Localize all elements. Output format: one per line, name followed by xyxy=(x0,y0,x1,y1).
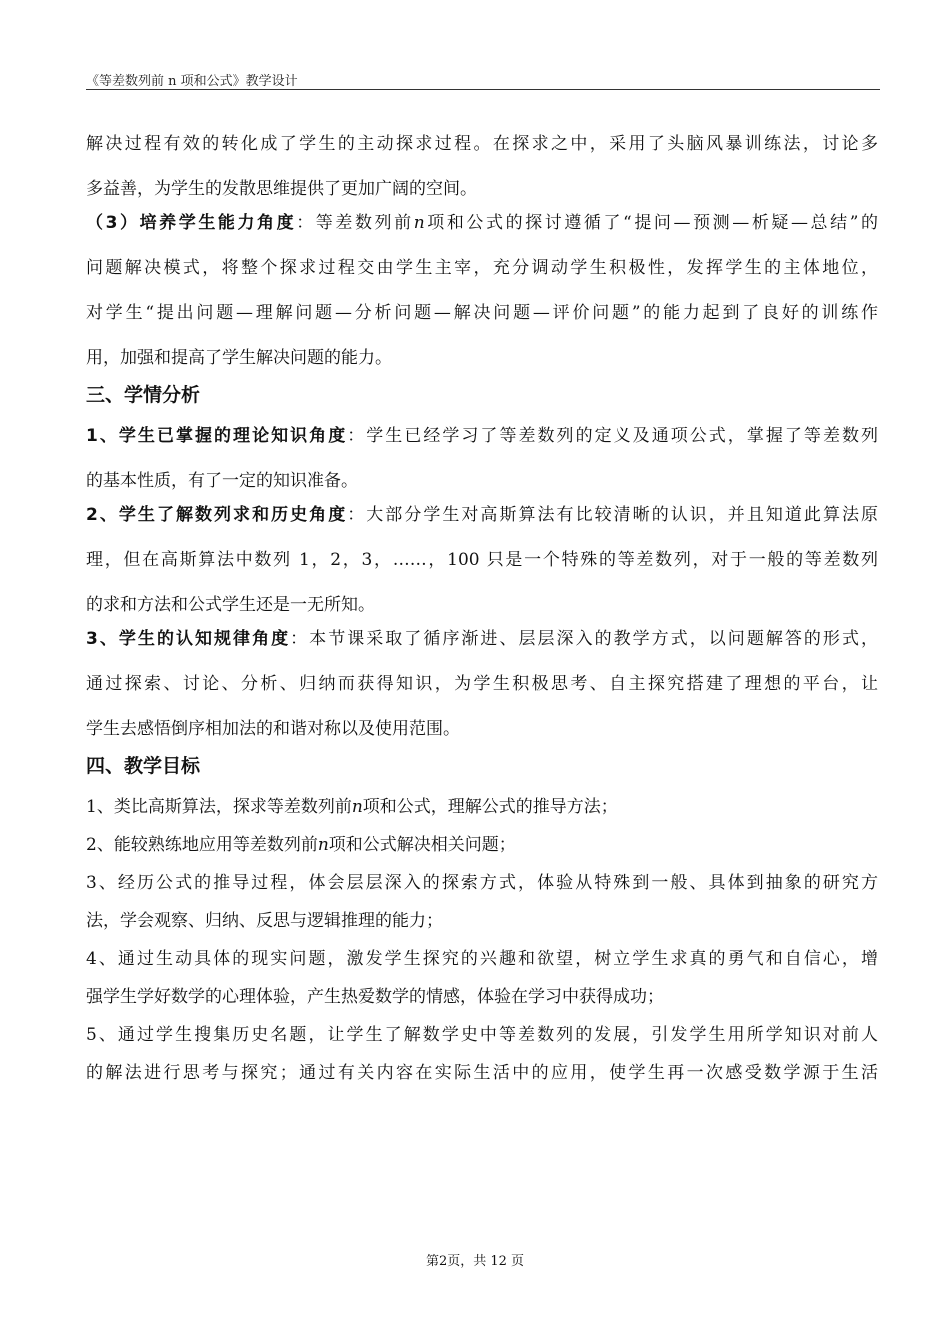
document-header: 《等差数列前 n 项和公式》教学设计 xyxy=(86,74,298,89)
list-item: 4、通过生动具体的现实问题，激发学生探究的兴趣和欲望，树立学生求真的勇气和自信心，增 xyxy=(86,949,878,969)
section-heading: 四、教学目标 xyxy=(86,755,201,777)
paragraph-line: 问题解决模式，将整个探求过程交由学生主宰，充分调动学生积极性，发挥学生的主体地位， xyxy=(86,258,878,278)
list-item: 1、类比高斯算法，探求等差数列前n项和公式，理解公式的推导方法； xyxy=(86,797,618,817)
page-number: 第2页，共 12 页 xyxy=(425,1254,525,1269)
list-item: 2、能较熟练地应用等差数列前n项和公式解决相关问题； xyxy=(86,835,516,855)
list-item: 3、经历公式的推导过程，体会层层深入的探索方式，体验从特殊到一般、具体到抽象的研究方 xyxy=(86,873,878,893)
bold-lead: 1、学生已掌握的理论知识角度 xyxy=(86,426,348,446)
paragraph-line: （3）培养学生能力角度：等差数列前n项和公式的探讨遵循了“提问—预测—析疑—总结”的 xyxy=(86,213,878,233)
bold-lead: 3、学生的认知规律角度 xyxy=(86,629,291,649)
paragraph-line: 的基本性质，有了一定的知识准备。 xyxy=(86,471,358,491)
header-divider xyxy=(86,89,880,90)
bold-lead: 2、学生了解数列求和历史角度 xyxy=(86,505,348,525)
paragraph-line: 用，加强和提高了学生解决问题的能力。 xyxy=(86,348,392,368)
paragraph-line: 2、学生了解数列求和历史角度：大部分学生对高斯算法有比较清晰的认识，并且知道此算法原 xyxy=(86,505,879,525)
list-item: 5、通过学生搜集历史名题，让学生了解数学史中等差数列的发展，引发学生用所学知识对前人 xyxy=(86,1025,878,1045)
paragraph-line: 的解法进行思考与探究；通过有关内容在实际生活中的应用，使学生再一次感受数学源于生活 xyxy=(86,1063,878,1083)
paragraph-line: 多益善，为学生的发散思维提供了更加广阔的空间。 xyxy=(86,179,477,199)
section-heading: 三、学情分析 xyxy=(86,384,201,406)
paragraph-line: 通过探索、讨论、分析、归纳而获得知识，为学生积极思考、自主探究搭建了理想的平台，让 xyxy=(86,674,878,694)
paragraph-line: 对学生“提出问题—理解问题—分析问题—解决问题—评价问题”的能力起到了良好的训练作 xyxy=(86,303,878,323)
bold-lead: （3）培养学生能力角度 xyxy=(86,213,297,233)
document-body xyxy=(86,124,878,1083)
paragraph-line: 强学生学好数学的心理体验，产生热爱数学的情感，体验在学习中获得成功； xyxy=(86,987,664,1007)
paragraph-line: 理，但在高斯算法中数列 1，2，3，……，100 只是一个特殊的等差数列，对于一般的等差数列 xyxy=(86,550,878,570)
paragraph-line: 1、学生已掌握的理论知识角度：学生已经学习了等差数列的定义及通项公式，掌握了等差数列 xyxy=(86,426,879,446)
paragraph-line: 的求和方法和公式学生还是一无所知。 xyxy=(86,595,375,615)
paragraph-line: 解决过程有效的转化成了学生的主动探求过程。在探求之中，采用了头脑风暴训练法，讨论多 xyxy=(86,134,878,154)
paragraph-line: 3、学生的认知规律角度：本节课采取了循序渐进、层层深入的教学方式，以问题解答的形式， xyxy=(86,629,878,649)
paragraph-line: 法，学会观察、归纳、反思与逻辑推理的能力； xyxy=(86,911,443,931)
paragraph-line: 学生去感悟倒序相加法的和谐对称以及使用范围。 xyxy=(86,719,460,739)
